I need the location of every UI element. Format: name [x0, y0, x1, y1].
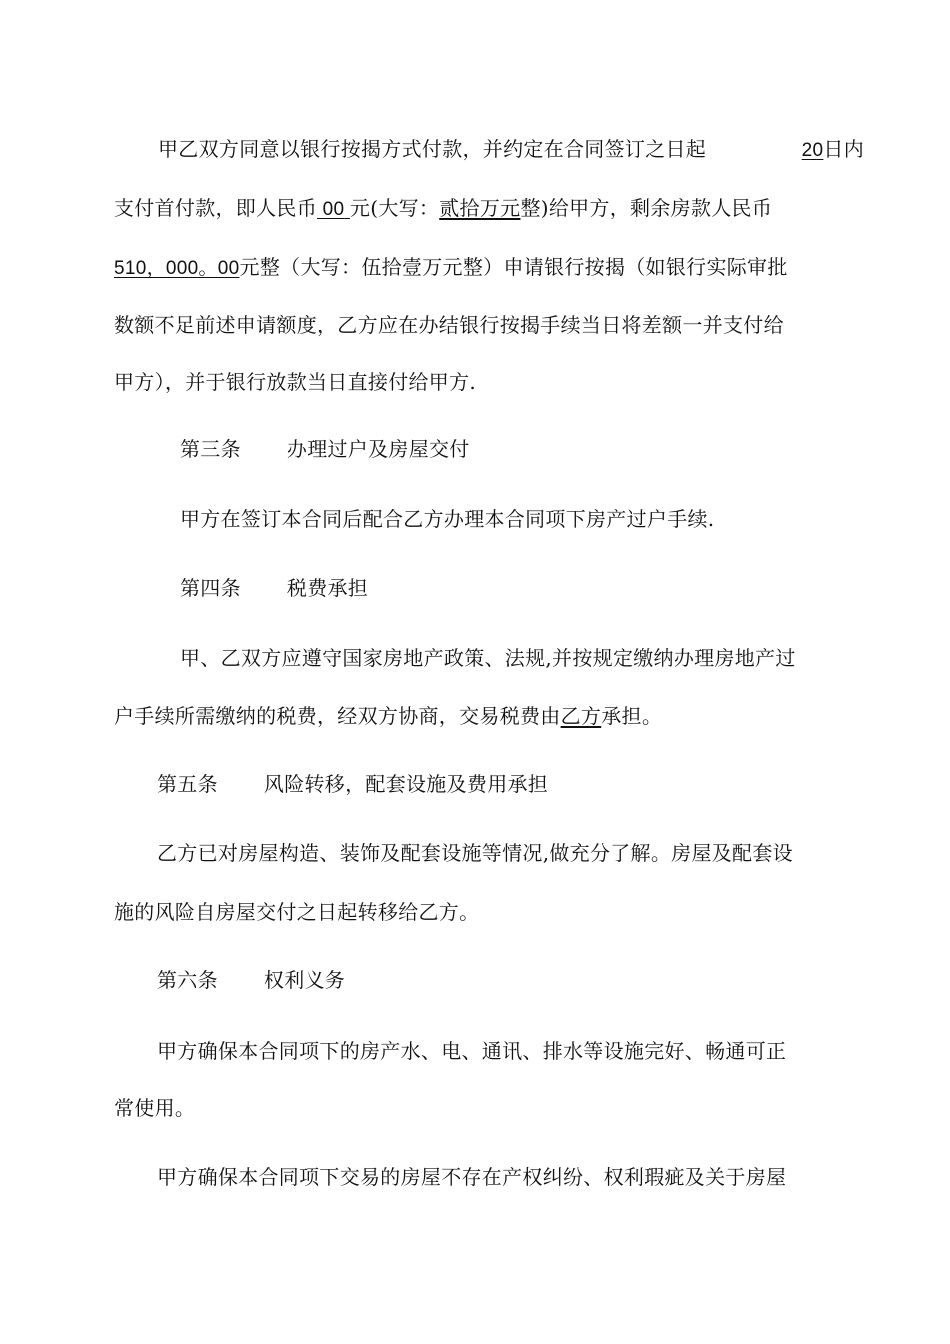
article-3-heading — [180, 434, 470, 464]
payment-text: 日内 — [823, 137, 864, 161]
payment-line-2 — [114, 193, 864, 225]
article-number: 第三条 — [180, 437, 241, 461]
article-5-body-line-1: 乙方已对房屋构造、装饰及配套设施等情况,做充分了解。房屋及配套设 — [157, 841, 793, 865]
article-5-heading — [157, 769, 548, 799]
article-number: 第六条 — [157, 968, 218, 992]
payment-line-3 — [114, 252, 864, 284]
article-number: 第五条 — [157, 772, 218, 796]
down-payment-amount: 00 — [322, 199, 345, 220]
article-4-body-line-2: 户手续所需缴纳的税费，经双方协商，交易税费由乙方承担。 — [114, 704, 663, 728]
article-title: 办理过户及房屋交付 — [286, 437, 470, 461]
article-6-body-1-line-1: 甲方确保本合同项下的房产水、电、通讯、排水等设施完好、畅通可正 — [157, 1039, 787, 1063]
down-payment-words: 贰拾万元 — [439, 196, 521, 220]
article-title: 权利义务 — [263, 968, 346, 992]
article-4-body-line-1: 甲、乙双方应遵守国家房地产政策、法规,并按规定缴纳办理房地产过 — [180, 646, 796, 670]
article-6-heading — [157, 965, 345, 995]
loan-amount: 510，000。00 — [114, 258, 240, 279]
payment-text: 元(大写： — [349, 196, 440, 220]
article-5-body-line-2: 施的风险自房屋交付之日起转移给乙方。 — [114, 900, 480, 924]
article-6-body-2-line-1: 甲方确保本合同项下交易的房屋不存在产权纠纷、权利瑕疵及关于房屋 — [157, 1165, 787, 1189]
payment-days: 20 — [801, 140, 824, 161]
payment-text: 元整（大写：伍拾壹万元整）申请银行按揭（如银行实际审批 — [239, 255, 788, 279]
payment-line-1 — [114, 134, 864, 166]
article-number: 第四条 — [180, 576, 241, 600]
payment-line-5: 甲方），并于银行放款当日直接付给甲方. — [114, 370, 477, 394]
payment-text: 甲乙双方同意以银行按揭方式付款，并约定在合同签订之日起 — [158, 137, 707, 161]
article-3-body: 甲方在签订本合同后配合乙方办理本合同项下房产过户手续. — [180, 507, 715, 531]
payment-line-4: 数额不足前述申请额度，乙方应在办结银行按揭手续当日将差额一并支付给 — [114, 313, 784, 337]
tax-payer: 乙方 — [560, 704, 602, 728]
article-title: 税费承担 — [286, 576, 369, 600]
article-title: 风险转移，配套设施及费用承担 — [263, 772, 549, 796]
article-4-heading — [180, 573, 368, 603]
article-6-body-1-line-2: 常使用。 — [114, 1096, 196, 1120]
payment-text: 整)给甲方，剩余房款人民币 — [520, 196, 773, 220]
payment-text: 支付首付款，即人民币 — [114, 196, 317, 220]
